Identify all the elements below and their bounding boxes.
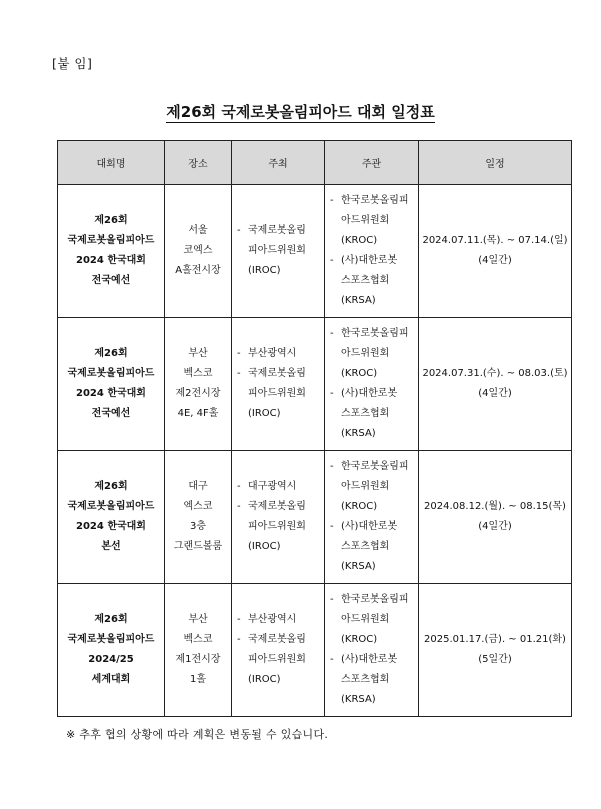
host-cell (232, 584, 325, 717)
host-line: - 국제로봇올림 (248, 501, 306, 512)
header-event-name: 대회명 (58, 141, 165, 185)
venue-cell (165, 584, 232, 717)
host-cell (232, 185, 325, 318)
host-line: (IROC) (248, 674, 281, 685)
organizer-line: 스포츠협회 (341, 408, 390, 419)
document-title-text: 제26회 국제로봇올림피아드 대회 일정표 (166, 103, 435, 121)
venue-cell (165, 451, 232, 584)
organizer-line: 아드위원회 (341, 481, 390, 492)
organizer-line: 스포츠협회 (341, 541, 390, 552)
event-name-cell (58, 451, 165, 584)
schedule-cell (419, 451, 572, 584)
host-item (236, 221, 324, 281)
schedule-table (57, 140, 572, 717)
host-line: 피아드위원회 (248, 654, 306, 665)
event-name-line: 본선 (101, 541, 121, 552)
organizer-item (329, 384, 418, 444)
organizer-item (329, 324, 418, 384)
venue-line: 벡스코 (183, 634, 213, 645)
host-line: (IROC) (248, 408, 281, 419)
event-name-line: 제26회 (94, 481, 128, 492)
venue-line: 엑스코 (183, 501, 213, 512)
host-line: - 부산광역시 (248, 348, 297, 359)
venue-cell (165, 185, 232, 318)
host-line: - 대구광역시 (248, 481, 297, 492)
organizer-line: - 한국로봇올림피 (341, 328, 409, 339)
host-line: 피아드위원회 (248, 521, 306, 532)
schedule-dates: 2024.07.31.(수). ~ 08.03.(토) (422, 368, 568, 379)
schedule-cell (419, 584, 572, 717)
host-line: (IROC) (248, 265, 281, 276)
host-line: - 국제로봇올림 (248, 368, 306, 379)
schedule-duration: (4일간) (478, 521, 512, 532)
host-line: (IROC) (248, 541, 281, 552)
event-name-line: 국제로봇올림피아드 (67, 368, 155, 379)
organizer-line: (KROC) (341, 368, 378, 379)
organizer-item (329, 590, 418, 650)
schedule-cell (419, 185, 572, 318)
venue-line: 4E, 4F홀 (177, 408, 219, 419)
organizer-line: - (사)대한로봇 (341, 521, 398, 532)
organizer-cell (325, 185, 419, 318)
venue-line: 제2전시장 (175, 388, 221, 399)
host-item (236, 477, 324, 497)
venue-line: 부산 (188, 614, 208, 625)
organizer-line: 아드위원회 (341, 614, 390, 625)
footnote: ※ 추후 협의 상황에 따라 계획은 변동될 수 있습니다. (66, 728, 329, 741)
event-name-line: 세계대회 (91, 674, 131, 685)
event-name-line: 2024/25 (88, 654, 134, 665)
venue-line: 부산 (188, 348, 208, 359)
host-item (236, 344, 324, 364)
venue-line: A홀전시장 (175, 265, 221, 276)
host-item (236, 610, 324, 630)
organizer-cell (325, 451, 419, 584)
event-name-cell (58, 318, 165, 451)
host-cell (232, 451, 325, 584)
venue-line: 코엑스 (183, 245, 213, 256)
event-name-line: 국제로봇올림피아드 (67, 634, 155, 645)
schedule-dates: 2024.08.12.(월). ~ 08.15(목) (424, 501, 566, 512)
table-row (58, 451, 572, 584)
table-header-row (58, 141, 572, 185)
host-line: - 국제로봇올림 (248, 225, 306, 236)
schedule-dates: 2024.07.11.(목). ~ 07.14.(일) (422, 235, 568, 246)
host-line: 피아드위원회 (248, 245, 306, 256)
organizer-item (329, 191, 418, 251)
organizer-line: (KRSA) (341, 561, 376, 572)
table-row (58, 318, 572, 451)
event-name-line: 2024 한국대회 (76, 521, 146, 532)
schedule-cell (419, 318, 572, 451)
organizer-line: 아드위원회 (341, 215, 390, 226)
host-item (236, 630, 324, 690)
event-name-cell (58, 584, 165, 717)
organizer-line: (KROC) (341, 634, 378, 645)
organizer-line: - 한국로봇올림피 (341, 461, 409, 472)
header-host: 주최 (232, 141, 325, 185)
venue-line: 벡스코 (183, 368, 213, 379)
header-schedule: 일정 (419, 141, 572, 185)
host-line: - 국제로봇올림 (248, 634, 306, 645)
event-name-line: 국제로봇올림피아드 (67, 501, 155, 512)
header-venue: 장소 (165, 141, 232, 185)
event-name-line: 제26회 (94, 614, 128, 625)
organizer-line: (KRSA) (341, 295, 376, 306)
venue-line: 제1전시장 (175, 654, 221, 665)
organizer-line: 스포츠협회 (341, 674, 390, 685)
event-name-line: 전국예선 (91, 275, 131, 286)
organizer-line: - (사)대한로봇 (341, 255, 398, 266)
event-name-line: 국제로봇올림피아드 (67, 235, 155, 246)
host-item (236, 364, 324, 424)
event-name-cell (58, 185, 165, 318)
event-name-line: 제26회 (94, 348, 128, 359)
organizer-item (329, 457, 418, 517)
venue-line: 대구 (188, 481, 208, 492)
organizer-line: 아드위원회 (341, 348, 390, 359)
organizer-line: (KROC) (341, 235, 378, 246)
organizer-line: (KRSA) (341, 428, 376, 439)
venue-line: 1홀 (189, 674, 207, 685)
host-line: 피아드위원회 (248, 388, 306, 399)
event-name-line: 2024 한국대회 (76, 255, 146, 266)
organizer-item (329, 650, 418, 710)
organizer-line: - (사)대한로봇 (341, 388, 398, 399)
organizer-item (329, 251, 418, 311)
organizer-line: (KRSA) (341, 694, 376, 705)
event-name-line: 2024 한국대회 (76, 388, 146, 399)
venue-cell (165, 318, 232, 451)
organizer-line: 스포츠협회 (341, 275, 390, 286)
table-row (58, 584, 572, 717)
schedule-duration: (4일간) (478, 388, 512, 399)
organizer-line: - 한국로봇올림피 (341, 594, 409, 605)
schedule-duration: (5일간) (478, 654, 512, 665)
event-name-line: 전국예선 (91, 408, 131, 419)
organizer-item (329, 517, 418, 577)
host-line: - 부산광역시 (248, 614, 297, 625)
table-row (58, 185, 572, 318)
organizer-line: - 한국로봇올림피 (341, 195, 409, 206)
host-item (236, 497, 324, 557)
schedule-duration: (4일간) (478, 255, 512, 266)
attachment-label: [붙 임] (52, 56, 93, 71)
header-organizer: 주관 (325, 141, 419, 185)
venue-line: 그랜드볼룸 (173, 541, 223, 552)
venue-line: 서울 (188, 225, 208, 236)
organizer-line: (KROC) (341, 501, 378, 512)
venue-line: 3층 (189, 521, 207, 532)
event-name-line: 제26회 (94, 215, 128, 226)
organizer-line: - (사)대한로봇 (341, 654, 398, 665)
document-title (0, 101, 601, 122)
host-cell (232, 318, 325, 451)
organizer-cell (325, 318, 419, 451)
organizer-cell (325, 584, 419, 717)
schedule-dates: 2025.01.17.(금). ~ 01.21(화) (424, 634, 566, 645)
